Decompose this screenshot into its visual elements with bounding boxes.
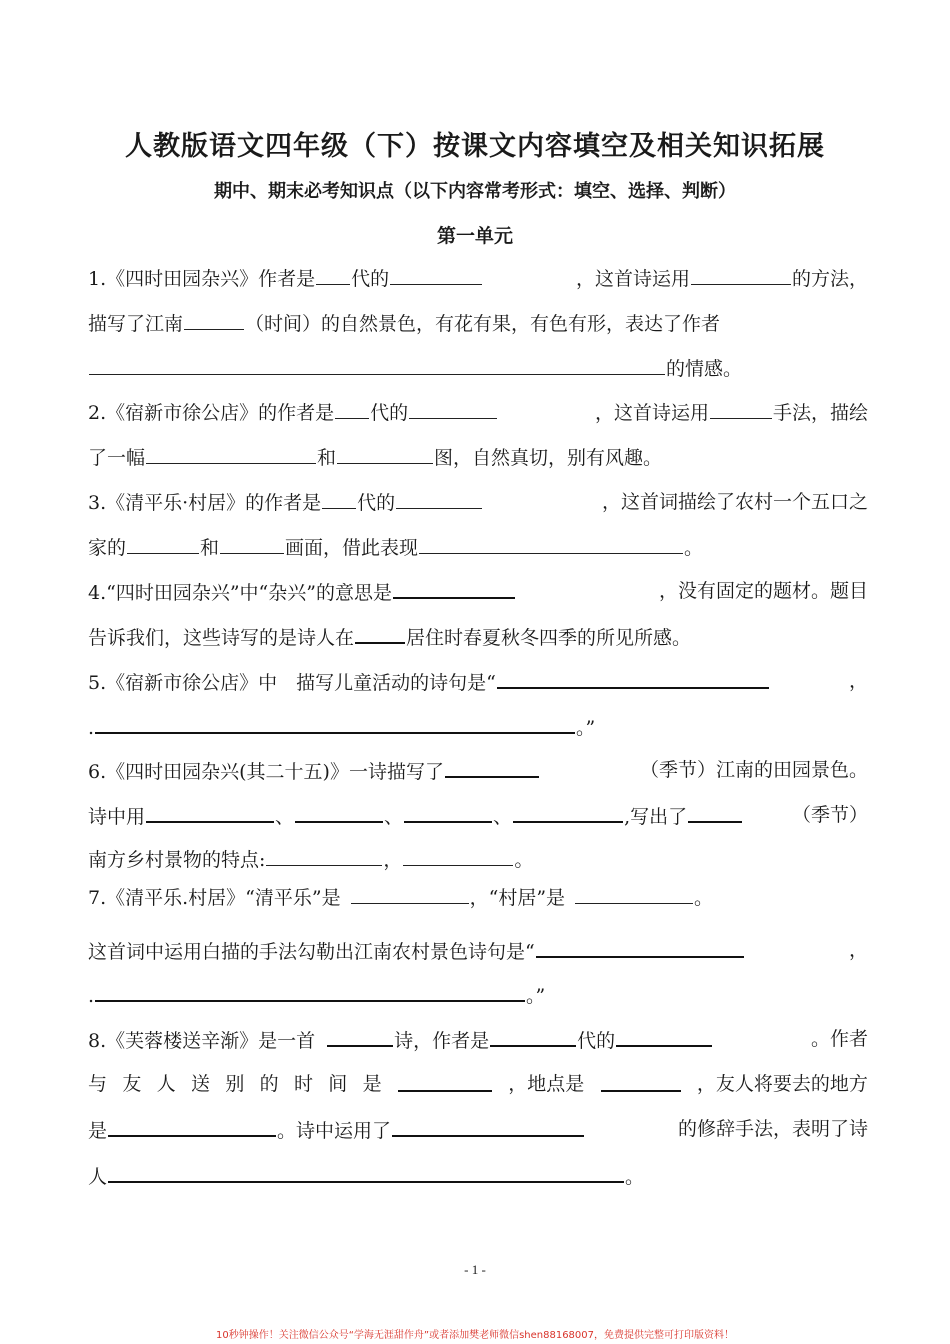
q3-text: 。 (684, 537, 704, 559)
blank[interactable] (351, 881, 469, 904)
q7-text: . (88, 985, 95, 1007)
blank[interactable] (398, 1068, 492, 1092)
q6-text: 。 (514, 849, 534, 871)
q5-text: . (88, 717, 95, 739)
q5-text: 。” (576, 717, 596, 739)
blank[interactable] (316, 262, 350, 285)
question-6-line-2 (88, 799, 868, 831)
blank[interactable] (404, 799, 492, 823)
blank[interactable] (710, 396, 772, 419)
blank[interactable] (392, 1113, 584, 1137)
q1-text: ，这首诗运用 (575, 268, 690, 290)
blank[interactable] (393, 575, 515, 599)
q6-text: （季节） (791, 804, 868, 826)
blank[interactable] (322, 486, 356, 509)
q3-text: 代的 (357, 492, 396, 514)
question-3-line-1 (88, 486, 868, 518)
q8-text: 人 (88, 1166, 108, 1188)
q3-text: 家的 (88, 537, 127, 559)
q6-text: ,写出了 (624, 806, 688, 828)
blank[interactable] (403, 843, 513, 866)
blank[interactable] (337, 441, 433, 464)
q8-text: 。作者 (810, 1028, 868, 1050)
q3-text: 3.《清平乐·村居》的作者是 (88, 492, 322, 514)
blank[interactable] (184, 307, 244, 330)
q8-text: 人 (156, 1073, 176, 1095)
blank[interactable] (419, 531, 683, 554)
blank[interactable] (688, 799, 742, 823)
question-7-line-3 (88, 978, 868, 1010)
q8-text: 诗，作者是 (394, 1030, 490, 1052)
q5-text: 5.《宿新市徐公店》中 描写儿童活动的诗句是“ (88, 672, 496, 694)
question-1-line-1 (88, 262, 868, 294)
q6-text: 、 (275, 806, 295, 828)
question-2-line-1 (88, 396, 868, 428)
q2-text: 2.《宿新市徐公店》的作者是 (88, 402, 335, 424)
blank[interactable] (601, 1068, 681, 1092)
blank[interactable] (220, 531, 284, 554)
q1-text: （时间）的自然景色，有花有果，有色有形，表达了作者 (245, 313, 721, 335)
q4-text: 4.“四时田园杂兴”中“杂兴”的意思是 (88, 582, 392, 604)
q8-text: 别 (225, 1073, 245, 1095)
q2-text: 代的 (370, 402, 409, 424)
document-subtitle: 期中、期末必考知识点（以下内容常考形式：填空、选择、判断） (214, 181, 736, 202)
question-8-line-3 (88, 1113, 868, 1145)
q6-text: 、 (384, 806, 404, 828)
blank[interactable] (536, 934, 744, 958)
q8-text: 时 (293, 1073, 313, 1095)
blank[interactable] (575, 881, 693, 904)
page-number: - 1 - (464, 1262, 486, 1277)
blank[interactable] (295, 799, 383, 823)
blank[interactable] (108, 1113, 276, 1137)
blank[interactable] (396, 486, 482, 509)
blank[interactable] (497, 665, 769, 689)
blank[interactable] (409, 396, 497, 419)
question-1-line-3 (88, 352, 868, 384)
q2-text: 了一幅 (88, 447, 146, 469)
question-4-line-2 (88, 620, 868, 652)
q4-text: 告诉我们，这些诗写的是诗人在 (88, 627, 355, 649)
question-6-line-3 (88, 843, 868, 875)
question-1-line-2 (88, 307, 868, 339)
q7-text: 7.《清平乐.村居》“清平乐”是 (88, 887, 341, 909)
q8-text: 友 (122, 1073, 142, 1095)
q2-text: 和 (317, 447, 337, 469)
q7-text: 。 (694, 887, 714, 909)
blank[interactable] (445, 754, 539, 778)
q6-text: 诗中用 (88, 806, 146, 828)
q6-text: 6.《四时田园杂兴(其二十五)》一诗描写了 (88, 761, 444, 783)
blank[interactable] (616, 1023, 712, 1047)
blank[interactable] (513, 799, 623, 823)
q6-text: ， (383, 849, 403, 871)
question-2-line-2 (88, 441, 868, 473)
blank[interactable] (127, 531, 199, 554)
q8-text: 的 (259, 1073, 279, 1095)
q1-text: 描写了江南 (88, 313, 184, 335)
q4-text: 居住时春夏秋冬四季的所见所感。 (406, 627, 692, 649)
blank[interactable] (146, 441, 316, 464)
blank[interactable] (355, 620, 405, 644)
blank[interactable] (390, 262, 482, 285)
q7-text: 这首词中运用白描的手法勾勒出江南农村景色诗句是“ (88, 941, 535, 963)
q8-text: 是 (362, 1073, 382, 1095)
question-4-line-1 (88, 575, 868, 607)
blank[interactable] (95, 710, 575, 734)
q8-text: ，地点是 (508, 1073, 585, 1095)
q2-text: 手法，描绘 (772, 402, 868, 424)
q1-text: 的情感。 (666, 358, 743, 380)
q4-text: ，没有固定的题材。题目 (658, 580, 868, 602)
q6-text: 南方乡村景物的特点: (88, 849, 266, 871)
question-8-line-4 (88, 1159, 868, 1191)
q3-text: 和 (200, 537, 220, 559)
q8-text: 代的 (577, 1030, 616, 1052)
question-5-line-2 (88, 710, 868, 742)
unit-heading: 第一单元 (436, 225, 513, 247)
blank[interactable] (95, 978, 525, 1002)
q8-text: 与 (88, 1073, 108, 1095)
blank[interactable] (108, 1159, 624, 1183)
q2-text: 图，自然真切，别有风趣。 (434, 447, 663, 469)
q7-text: ， (848, 939, 868, 961)
q3-text: 画面，借此表现 (285, 537, 419, 559)
q7-text: 。” (526, 985, 546, 1007)
blank[interactable] (691, 262, 791, 285)
document-title: 人教版语文四年级（下）按课文内容填空及相关知识拓展 (125, 131, 825, 162)
q8-text: 是 (88, 1120, 108, 1142)
q1-text: 1.《四时田园杂兴》作者是 (88, 268, 316, 290)
q3-text: ，这首词描绘了农村一个五口之 (601, 491, 868, 513)
question-7-line-2 (88, 934, 868, 966)
question-8-line-1 (88, 1023, 868, 1055)
q1-text: 的方法， (791, 268, 868, 290)
blank[interactable] (266, 843, 382, 866)
q8-text: 间 (328, 1073, 348, 1095)
q8-text: 。诗中运用了 (277, 1120, 392, 1142)
q8-text: 8.《芙蓉楼送辛渐》是一首 (88, 1030, 316, 1052)
blank[interactable] (335, 396, 369, 419)
q2-text: ，这首诗运用 (594, 402, 709, 424)
q8-text: 送 (190, 1073, 210, 1095)
blank[interactable] (89, 352, 665, 375)
q8-text: 。 (625, 1166, 645, 1188)
q5-text: ， (848, 670, 868, 692)
q8-text: 的修辞手法，表明了诗 (677, 1118, 868, 1140)
q8-text: ，友人将要去的地方 (696, 1073, 868, 1095)
question-3-line-2 (88, 531, 868, 563)
q6-text: 、 (493, 806, 513, 828)
footer-notice: 10秒钟操作！关注微信公众号“学海无涯甜作舟”或者添加樊老师微信shen88168007，免费提供完整可打印版资料！ (215, 1330, 735, 1341)
question-8-line-2 (88, 1068, 868, 1100)
question-5-line-1 (88, 665, 868, 697)
blank[interactable] (327, 1023, 393, 1047)
q1-text: 代的 (351, 268, 390, 290)
q7-text: ，“村居”是 (469, 887, 566, 909)
question-6-line-1 (88, 754, 868, 786)
question-7-line-1 (88, 881, 868, 913)
q6-text: （季节）江南的田园景色。 (639, 759, 868, 781)
blank[interactable] (490, 1023, 576, 1047)
blank[interactable] (146, 799, 274, 823)
